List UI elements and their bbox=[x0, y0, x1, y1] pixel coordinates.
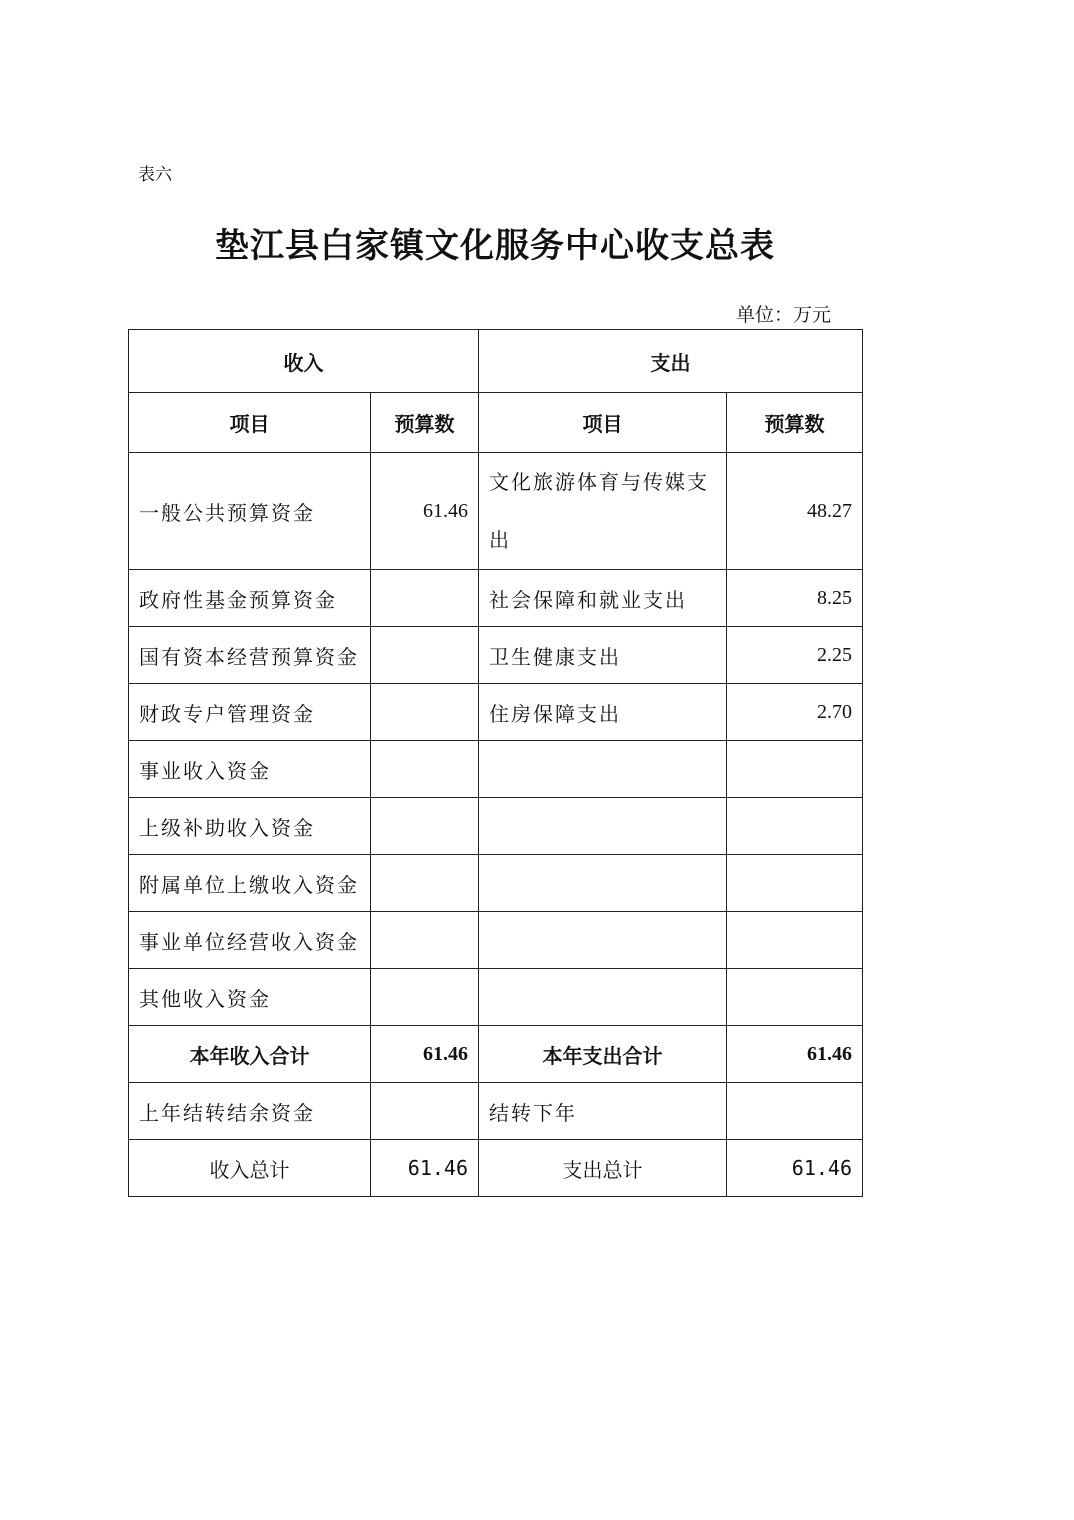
expense-header: 支出 bbox=[479, 330, 863, 393]
income-value bbox=[371, 627, 479, 684]
expense-year-total-label: 本年支出合计 bbox=[479, 1026, 727, 1083]
income-item: 上级补助收入资金 bbox=[129, 798, 371, 855]
expense-budget-header: 预算数 bbox=[727, 393, 863, 453]
income-year-total-label: 本年收入合计 bbox=[129, 1026, 371, 1083]
expense-value bbox=[727, 912, 863, 969]
expense-carry-value bbox=[727, 1083, 863, 1140]
income-item: 一般公共预算资金 bbox=[129, 453, 371, 570]
expense-value bbox=[727, 969, 863, 1026]
income-grand-total-value: 61.46 bbox=[371, 1140, 479, 1197]
table-row bbox=[129, 912, 863, 969]
page-title: 垫江县白家镇文化服务中心收支总表 bbox=[215, 226, 775, 266]
income-value: 61.46 bbox=[371, 453, 479, 570]
budget-table bbox=[128, 329, 863, 1197]
carry-over-row bbox=[129, 1083, 863, 1140]
income-item: 事业单位经营收入资金 bbox=[129, 912, 371, 969]
expense-value: 8.25 bbox=[727, 570, 863, 627]
expense-item bbox=[479, 912, 727, 969]
income-grand-total-label: 收入总计 bbox=[129, 1140, 371, 1197]
table-row bbox=[129, 453, 863, 570]
expense-value bbox=[727, 741, 863, 798]
income-value bbox=[371, 969, 479, 1026]
income-year-total-value: 61.46 bbox=[371, 1026, 479, 1083]
expense-value: 48.27 bbox=[727, 453, 863, 570]
table-row bbox=[129, 969, 863, 1026]
expense-value bbox=[727, 855, 863, 912]
expense-item bbox=[479, 969, 727, 1026]
expense-item-header: 项目 bbox=[479, 393, 727, 453]
expense-item: 卫生健康支出 bbox=[479, 627, 727, 684]
income-item: 其他收入资金 bbox=[129, 969, 371, 1026]
income-item: 财政专户管理资金 bbox=[129, 684, 371, 741]
expense-item: 住房保障支出 bbox=[479, 684, 727, 741]
income-value bbox=[371, 741, 479, 798]
expense-item bbox=[479, 741, 727, 798]
table-row bbox=[129, 627, 863, 684]
expense-item: 社会保障和就业支出 bbox=[479, 570, 727, 627]
expense-carry-label: 结转下年 bbox=[479, 1083, 727, 1140]
table-row bbox=[129, 684, 863, 741]
income-value bbox=[371, 798, 479, 855]
expense-value: 2.70 bbox=[727, 684, 863, 741]
income-header: 收入 bbox=[129, 330, 479, 393]
income-item: 政府性基金预算资金 bbox=[129, 570, 371, 627]
income-value bbox=[371, 855, 479, 912]
column-header-row bbox=[129, 393, 863, 453]
income-item: 事业收入资金 bbox=[129, 741, 371, 798]
table-row bbox=[129, 570, 863, 627]
income-item: 国有资本经营预算资金 bbox=[129, 627, 371, 684]
table-row bbox=[129, 798, 863, 855]
income-carry-label: 上年结转结余资金 bbox=[129, 1083, 371, 1140]
table-label: 表六 bbox=[138, 165, 172, 185]
expense-year-total-value: 61.46 bbox=[727, 1026, 863, 1083]
expense-grand-total-label: 支出总计 bbox=[479, 1140, 727, 1197]
table-row bbox=[129, 855, 863, 912]
unit-label: 单位：万元 bbox=[736, 304, 832, 326]
income-value bbox=[371, 684, 479, 741]
expense-item bbox=[479, 798, 727, 855]
expense-value: 2.25 bbox=[727, 627, 863, 684]
table-row bbox=[129, 741, 863, 798]
year-total-row bbox=[129, 1026, 863, 1083]
income-budget-header: 预算数 bbox=[371, 393, 479, 453]
income-item-header: 项目 bbox=[129, 393, 371, 453]
grand-total-row bbox=[129, 1140, 863, 1197]
group-header-row bbox=[129, 330, 863, 393]
expense-item bbox=[479, 855, 727, 912]
income-carry-value bbox=[371, 1083, 479, 1140]
income-value bbox=[371, 570, 479, 627]
expense-item: 文化旅游体育与传媒支出 bbox=[479, 453, 727, 570]
income-item: 附属单位上缴收入资金 bbox=[129, 855, 371, 912]
income-value bbox=[371, 912, 479, 969]
expense-grand-total-value: 61.46 bbox=[727, 1140, 863, 1197]
expense-value bbox=[727, 798, 863, 855]
